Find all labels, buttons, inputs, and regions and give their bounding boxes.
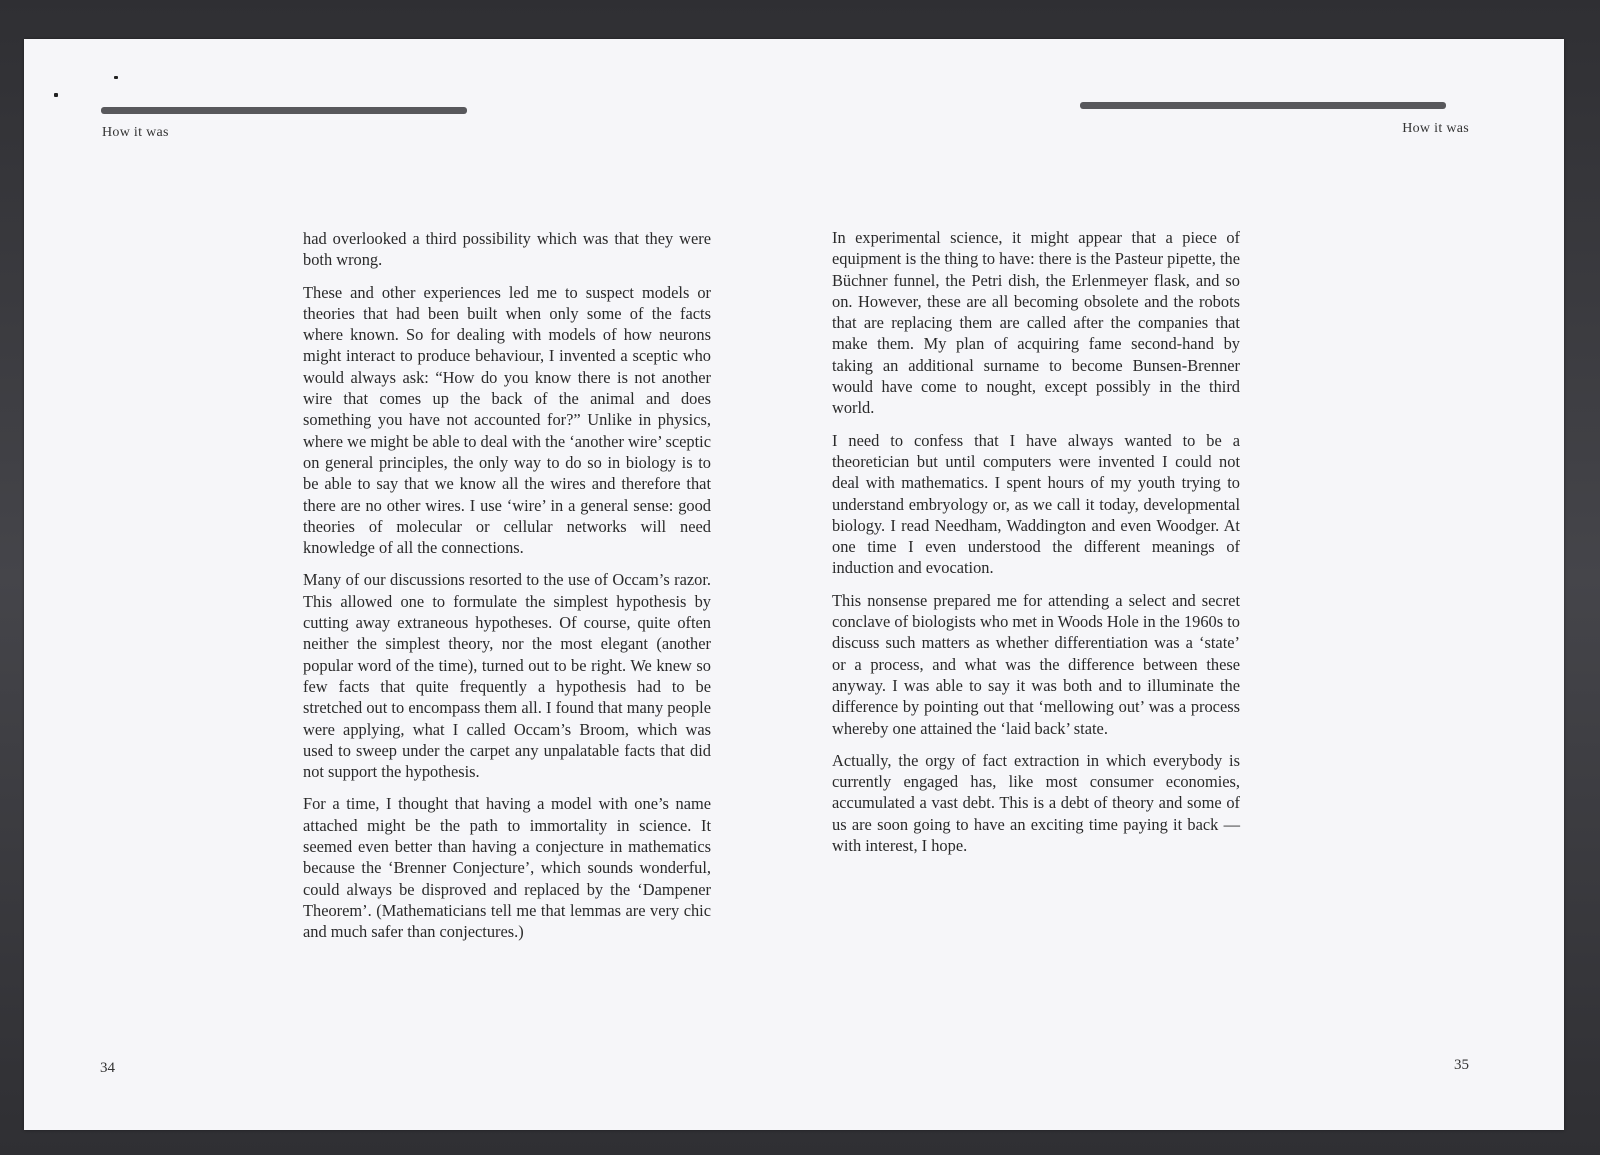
- left-running-head: How it was: [102, 125, 169, 140]
- paragraph: This nonsense prepared me for attending a select and secret conclave of biologists who met in Woods Hole in the 1960s to discuss such matters as whether differentiation was a ‘state’ or a process, and what was the difference between these anyway. I was able to say it was both and to illuminate the difference by pointing out that ‘mellowing out’ was a process whereby one attained the ‘laid back’ state.: [832, 590, 1240, 738]
- paragraph: Many of our discussions resorted to the use of Occam’s razor. This allowed one to formulate the simplest hypothesis by cutting away extraneous hypotheses. Of course, quite often neither the simplest theory, nor the most elegant (another popular word of the time), turned out to be right. We knew so few facts that quite frequently a hypothesis had to be stretched out to encompass them all. I found that many people were applying, what I called Occam’s Broom, which was used to sweep under the carpet any unpalatable facts that did not support the hypothesis.: [303, 570, 711, 782]
- paragraph: These and other experiences led me to suspect models or theories that had been built when only some of the facts where known. So for dealing with models of how neurons might interact to produce behaviour, I invented a sceptic who would always ask: “How do you know there is not another wire that comes up the back of the animal and does something you have not accounted for?” Unlike in physics, where we might be able to deal with the ‘another wire’ sceptic on general principles, the only way to do so in biology is to be able to say that we know all the wires and therefore that there are no other wires. I use ‘wire’ in a general sense: good theories of molecular or cellular networks will need knowledge of all the connections.: [303, 282, 711, 558]
- left-page-number: 34: [100, 1060, 115, 1076]
- paragraph: For a time, I thought that having a model with one’s name attached might be the path to immortality in science. It seemed even better than having a conjecture in mathematics because the ‘Brenner Conjecture’, which sounds wonderful, could always be disproved and replaced by the ‘Dampener Theorem’. (Mathematicians tell me that lemmas are very chic and much safer than conjectures.): [303, 794, 711, 942]
- paragraph: I need to confess that I have always wanted to be a theoretician but until computers were invented I could not deal with mathematics. I spent hours of my youth trying to understand embryology or, as we call it today, developmental biology. I read Needham, Waddington and even Woodger. At one time I even understood the different meanings of induction and evocation.: [832, 430, 1240, 578]
- ink-speck: [114, 76, 118, 79]
- paragraph: had overlooked a third possibility which was that they were both wrong.: [303, 229, 711, 270]
- right-header-rule: [1080, 102, 1446, 109]
- right-running-head: How it was: [1402, 121, 1469, 136]
- left-text-column: [303, 228, 711, 954]
- left-header-rule: [101, 107, 467, 114]
- paragraph: In experimental science, it might appear that a piece of equipment is the thing to have: there is the Pasteur pipette, the Büchner funnel, the Petri dish, the Erlenmeyer flask, and so on. However, these are all becoming obsolete and the robots that are replacing them are called after the companies that make them. My plan of acquiring fame second-hand by taking an additional surname to become Bunsen-Brenner would have come to nought, except possibly in the third world.: [832, 228, 1240, 418]
- paragraph: Actually, the orgy of fact extraction in which everybody is currently engaged has, like most consumer economies, accumulated a vast debt. This is a debt of theory and some of us are soon going to have an exciting time paying it back — with interest, I hope.: [832, 750, 1240, 856]
- right-page-number: 35: [1454, 1057, 1469, 1073]
- right-text-column: [832, 227, 1240, 867]
- ink-speck: [54, 93, 58, 97]
- book-spread: [24, 39, 1564, 1130]
